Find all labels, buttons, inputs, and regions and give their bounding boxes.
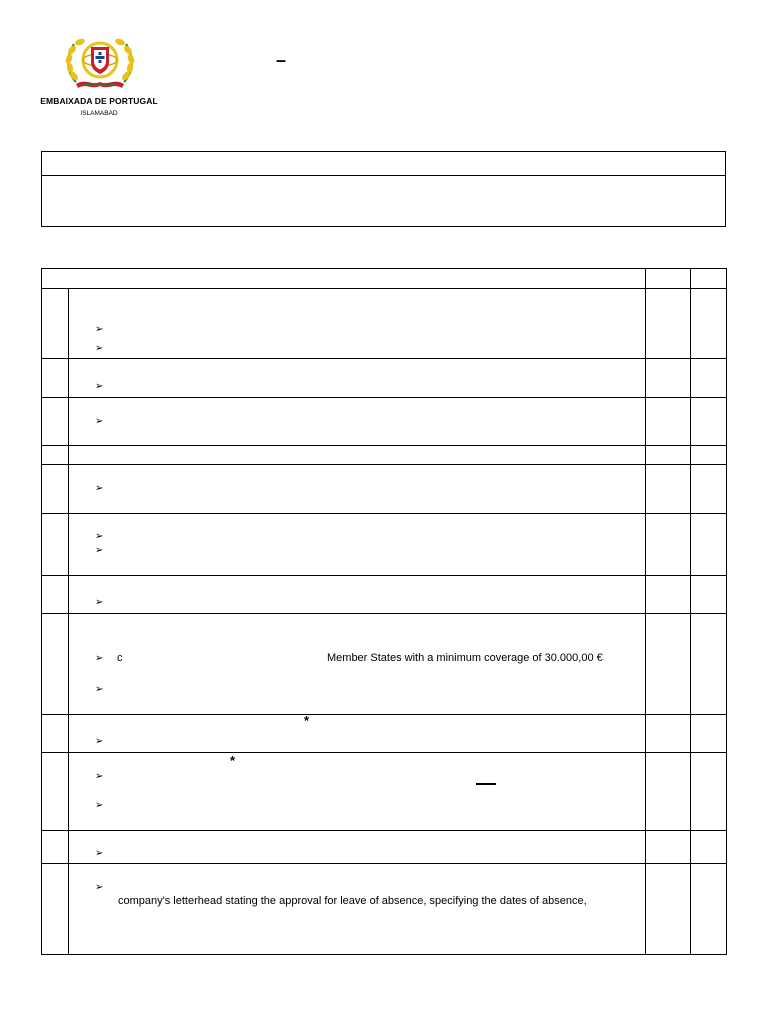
title-dash: – xyxy=(276,50,287,70)
leave-of-absence-text: company's letterhead stating the approval for leave of absence, specifying the dates of absence, xyxy=(118,895,587,907)
bullet-icon: ➢ xyxy=(95,684,104,695)
bullet-icon: ➢ xyxy=(95,736,104,747)
embassy-name: EMBAIXADA DE PORTUGAL xyxy=(40,96,158,106)
bullet-icon: ➢ xyxy=(95,483,104,494)
row-divider xyxy=(42,752,726,753)
row-divider xyxy=(42,863,726,864)
row-divider xyxy=(42,830,726,831)
no-column-divider xyxy=(690,269,691,954)
row-divider xyxy=(42,464,726,465)
row-divider xyxy=(42,575,726,576)
bullet-icon: ➢ xyxy=(95,381,104,392)
bullet-icon: ➢ xyxy=(95,882,104,893)
asterisk-mark: * xyxy=(304,713,310,728)
bullet-icon: ➢ xyxy=(95,343,104,354)
bullet-icon: ➢ xyxy=(95,800,104,811)
row-divider xyxy=(42,445,726,446)
insurance-prefix: c xyxy=(117,652,123,664)
portugal-coat-of-arms-logo xyxy=(62,34,138,92)
box-divider xyxy=(42,175,725,176)
row-divider xyxy=(42,613,726,614)
bullet-icon: ➢ xyxy=(95,531,104,542)
row-divider xyxy=(42,397,726,398)
bullet-icon: ➢ xyxy=(95,545,104,556)
checklist-table xyxy=(41,268,727,955)
bullet-icon: ➢ xyxy=(95,597,104,608)
row-divider xyxy=(42,358,726,359)
insurance-coverage-text: Member States with a minimum coverage of 30.000,00 € xyxy=(327,652,603,664)
header-row-divider xyxy=(42,288,726,289)
row-divider xyxy=(42,714,726,715)
bullet-icon: ➢ xyxy=(95,848,104,859)
yes-column-divider xyxy=(645,269,646,954)
embassy-city: ISLAMABAD xyxy=(80,110,118,117)
applicant-info-box xyxy=(41,151,726,227)
bullet-icon: ➢ xyxy=(95,771,104,782)
bullet-icon: ➢ xyxy=(95,324,104,335)
bullet-icon: ➢ xyxy=(95,653,104,664)
number-column-divider xyxy=(68,288,69,954)
asterisk-mark: * xyxy=(230,753,236,768)
underline-mark xyxy=(476,783,496,785)
bullet-icon: ➢ xyxy=(95,416,104,427)
row-divider xyxy=(42,513,726,514)
